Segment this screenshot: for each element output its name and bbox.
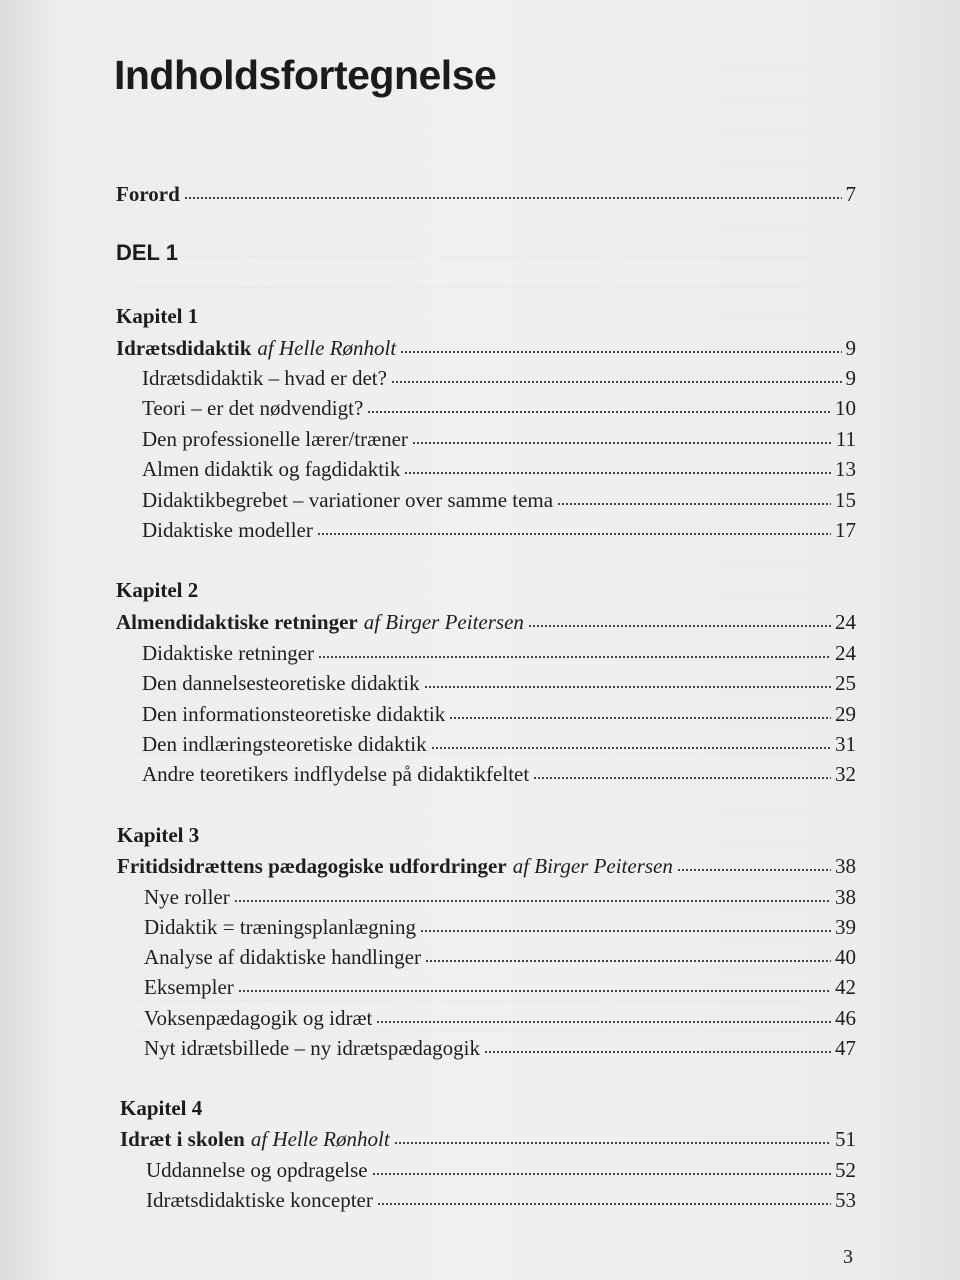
section-row[interactable] — [142, 730, 856, 758]
section-label: Teori – er det nødvendigt? — [142, 396, 364, 420]
section-row[interactable] — [142, 455, 856, 483]
section-row[interactable] — [142, 639, 856, 667]
entry-page: 9 — [845, 336, 856, 360]
page-title: Indholdsfortegnelse — [114, 52, 497, 98]
chapter-label: Kapitel 2 — [116, 578, 199, 602]
page-number: 3 — [843, 1246, 853, 1268]
section-row[interactable] — [144, 973, 856, 1001]
leader-dots — [557, 488, 831, 509]
section-label: Eksempler — [144, 975, 234, 999]
section-row[interactable] — [142, 700, 856, 728]
section-label: Nyt idrætsbillede – ny idrætspædagogik — [144, 1036, 480, 1060]
leader-dots — [234, 885, 831, 906]
entry-page: 51 — [835, 1127, 856, 1151]
leader-dots — [412, 427, 832, 448]
leader-dots — [424, 671, 831, 692]
entry-page: 25 — [835, 671, 856, 695]
section-row[interactable] — [142, 516, 856, 544]
chapter-label: Kapitel 1 — [116, 304, 199, 328]
entry-page: 47 — [835, 1036, 856, 1060]
entry-page: 11 — [835, 427, 856, 451]
entry-page: 40 — [835, 945, 856, 969]
leader-dots — [317, 518, 831, 539]
section-row[interactable] — [142, 486, 856, 514]
section-label: Den professionelle lærer/træner — [142, 427, 408, 451]
chapter-author: af Helle Rønholt — [250, 1127, 390, 1151]
entry-page: 13 — [835, 457, 856, 481]
chapter-author: af Helle Rønholt — [257, 336, 397, 360]
chapter-title-row[interactable] — [120, 1125, 856, 1153]
entry-page: 38 — [835, 885, 856, 909]
section-label: Nye roller — [144, 885, 230, 909]
section-row[interactable] — [142, 425, 856, 453]
section-row[interactable] — [142, 394, 856, 422]
entry-page: 52 — [835, 1158, 856, 1182]
leader-dots — [484, 1036, 831, 1057]
chapter-title-row[interactable] — [117, 852, 856, 880]
entry-page: 31 — [835, 732, 856, 756]
part-heading: DEL 1 — [116, 240, 178, 265]
chapter-title: Almendidaktiske retninger — [116, 610, 358, 634]
chapter-title: Idrætsdidaktik — [116, 336, 252, 360]
leader-dots — [394, 1127, 831, 1148]
section-row[interactable] — [146, 1156, 856, 1184]
section-label: Analyse af didaktiske handlinger — [144, 945, 421, 969]
chapter-label: Kapitel 3 — [117, 823, 200, 847]
entry-page: 32 — [835, 762, 856, 786]
section-label: Den informationsteoretiske didaktik — [142, 702, 446, 726]
section-label: Didaktikbegrebet – variationer over samme tema — [142, 488, 554, 512]
entry-page: 38 — [835, 854, 856, 878]
section-label: Uddannelse og opdragelse — [146, 1158, 368, 1182]
section-label: Idrætsdidaktiske koncepter — [146, 1188, 373, 1212]
section-row[interactable] — [144, 943, 856, 971]
section-row[interactable] — [144, 1034, 856, 1062]
chapter-label: Kapitel 4 — [120, 1096, 203, 1120]
entry-page: 39 — [835, 915, 856, 939]
section-label: Didaktik = træningsplanlægning — [144, 915, 417, 939]
chapter-title: Fritidsidrættens pædagogiske udfordringer — [117, 854, 507, 878]
section-label: Den dannelsesteoretiske didaktik — [142, 671, 420, 695]
entry-page: 24 — [835, 610, 856, 634]
section-label: Didaktiske retninger — [142, 641, 315, 665]
entry-page: 29 — [835, 702, 856, 726]
section-label: Almen didaktik og fagdidaktik — [142, 457, 401, 481]
section-row[interactable] — [142, 364, 856, 392]
leader-dots — [400, 336, 841, 357]
leader-dots — [391, 366, 842, 387]
section-row[interactable] — [144, 913, 856, 941]
section-row[interactable] — [142, 669, 856, 697]
section-row[interactable] — [146, 1186, 856, 1214]
leader-dots — [431, 732, 831, 753]
section-row[interactable] — [144, 1004, 856, 1032]
leader-dots — [376, 1006, 831, 1027]
leader-dots — [377, 1188, 831, 1209]
section-label: Voksenpædagogik og idræt — [144, 1006, 373, 1030]
chapter-title-row[interactable] — [116, 608, 856, 636]
leader-dots — [420, 915, 831, 936]
leader-dots — [367, 396, 831, 417]
section-label: Didaktiske modeller — [142, 518, 313, 542]
leader-dots — [449, 702, 831, 723]
section-row[interactable] — [142, 760, 856, 788]
entry-page: 15 — [835, 488, 856, 512]
entry-page: 17 — [835, 518, 856, 542]
leader-dots — [677, 854, 831, 875]
entry-label: Forord — [116, 182, 180, 206]
section-label: Den indlæringsteoretiske didaktik — [142, 732, 427, 756]
leader-dots — [238, 975, 831, 996]
entry-page: 46 — [835, 1006, 856, 1030]
leader-dots — [404, 457, 831, 478]
section-row[interactable] — [144, 883, 856, 911]
entry-page: 53 — [835, 1188, 856, 1212]
chapter-author: af Birger Peitersen — [363, 610, 524, 634]
toc-entry-forord[interactable] — [116, 180, 856, 208]
section-label: Idrætsdidaktik – hvad er det? — [142, 366, 387, 390]
entry-page: 42 — [835, 975, 856, 999]
entry-page: 10 — [835, 396, 856, 420]
leader-dots — [184, 182, 842, 203]
leader-dots — [372, 1158, 831, 1179]
chapter-title: Idræt i skolen — [120, 1127, 245, 1151]
leader-dots — [528, 610, 831, 631]
chapter-title-row[interactable] — [116, 334, 856, 362]
leader-dots — [318, 641, 831, 662]
section-label: Andre teoretikers indflydelse på didaktikfeltet — [142, 762, 530, 786]
entry-page: 9 — [845, 366, 856, 390]
entry-page: 7 — [845, 182, 856, 206]
chapter-author: af Birger Peitersen — [512, 854, 673, 878]
leader-dots — [425, 945, 831, 966]
leader-dots — [533, 762, 831, 783]
entry-page: 24 — [835, 641, 856, 665]
